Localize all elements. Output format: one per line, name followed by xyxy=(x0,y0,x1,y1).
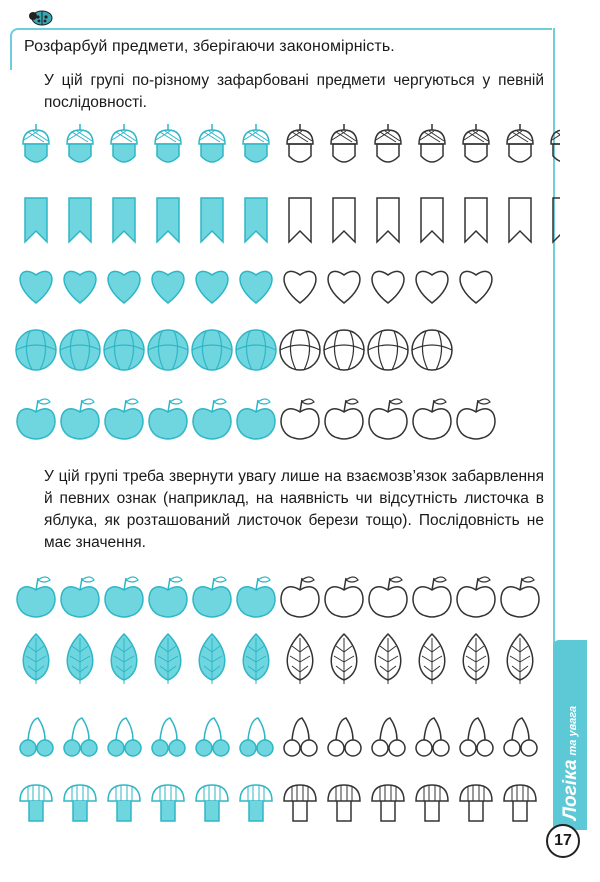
apple-icon[interactable] xyxy=(501,577,539,617)
mushroom-icon[interactable] xyxy=(460,785,492,821)
acorn-icon xyxy=(155,124,181,162)
ball-icon xyxy=(60,330,100,370)
heart-icon[interactable] xyxy=(416,271,448,303)
heart-icon xyxy=(108,271,140,303)
cherry-icon[interactable] xyxy=(328,718,361,756)
flag-icon[interactable] xyxy=(333,198,355,242)
heart-row xyxy=(20,271,492,303)
cherry-icon[interactable] xyxy=(504,718,537,756)
ball-icon xyxy=(16,330,56,370)
apple-row-1 xyxy=(17,399,495,439)
apple-icon xyxy=(17,399,55,439)
cherry-icon xyxy=(20,718,53,756)
leaf-icon xyxy=(111,634,137,684)
ball-icon xyxy=(236,330,276,370)
cherry-icon xyxy=(108,718,141,756)
heart-icon[interactable] xyxy=(460,271,492,303)
ball-icon xyxy=(192,330,232,370)
mushroom-icon[interactable] xyxy=(416,785,448,821)
flag-icon[interactable] xyxy=(377,198,399,242)
ball-icon[interactable] xyxy=(324,330,364,370)
mushroom-icon xyxy=(108,785,140,821)
acorn-icon[interactable] xyxy=(375,124,401,162)
leaf-icon xyxy=(23,634,49,684)
flag-icon[interactable] xyxy=(465,198,487,242)
flag-row xyxy=(25,198,560,242)
leaf-icon xyxy=(243,634,269,684)
leaf-icon xyxy=(199,634,225,684)
heart-icon xyxy=(152,271,184,303)
cherry-icon xyxy=(196,718,229,756)
mushroom-icon xyxy=(64,785,96,821)
cherry-icon[interactable] xyxy=(284,718,317,756)
group2-description: У цій групі треба звернути увагу лише на взаємозв’язок забарвлення й певних ознак (наприклад, на наявність чи відсутність листочка в яблука, як розташований листочок берези тощо). Послідовність не має значення. xyxy=(44,468,544,551)
apple-icon[interactable] xyxy=(369,577,407,617)
acorn-icon[interactable] xyxy=(287,124,313,162)
acorn-icon[interactable] xyxy=(463,124,489,162)
apple-icon xyxy=(61,399,99,439)
cherry-icon[interactable] xyxy=(372,718,405,756)
cherry-icon[interactable] xyxy=(460,718,493,756)
flag-icon xyxy=(113,198,135,242)
cherry-icon xyxy=(240,718,273,756)
mushroom-icon[interactable] xyxy=(372,785,404,821)
apple-icon[interactable] xyxy=(457,577,495,617)
ball-icon[interactable] xyxy=(280,330,320,370)
apple-icon[interactable] xyxy=(281,577,319,617)
flag-icon[interactable] xyxy=(289,198,311,242)
apple-icon[interactable] xyxy=(413,577,451,617)
acorn-icon[interactable] xyxy=(331,124,357,162)
leaf-icon[interactable] xyxy=(463,634,489,684)
apple-icon[interactable] xyxy=(281,399,319,439)
apple-icon xyxy=(237,399,275,439)
apple-icon xyxy=(61,577,99,617)
ball-icon xyxy=(104,330,144,370)
acorn-icon xyxy=(23,124,49,162)
mushroom-icon[interactable] xyxy=(504,785,536,821)
mushroom-icon[interactable] xyxy=(284,785,316,821)
flag-icon[interactable] xyxy=(509,198,531,242)
acorn-icon[interactable] xyxy=(419,124,445,162)
apple-icon xyxy=(149,399,187,439)
apple-icon xyxy=(149,577,187,617)
acorn-icon xyxy=(199,124,225,162)
heart-icon xyxy=(196,271,228,303)
acorn-icon xyxy=(243,124,269,162)
acorn-icon xyxy=(67,124,93,162)
flag-icon[interactable] xyxy=(421,198,443,242)
cherry-icon xyxy=(64,718,97,756)
apple-icon xyxy=(105,399,143,439)
apple-icon xyxy=(105,577,143,617)
ball-icon[interactable] xyxy=(368,330,408,370)
flag-icon xyxy=(25,198,47,242)
apple-icon[interactable] xyxy=(325,399,363,439)
heart-icon[interactable] xyxy=(284,271,316,303)
leaf-icon[interactable] xyxy=(331,634,357,684)
heart-icon[interactable] xyxy=(328,271,360,303)
mushroom-row xyxy=(20,785,536,821)
acorn-row xyxy=(23,124,560,162)
page-number: 17 xyxy=(546,824,580,858)
acorn-icon[interactable] xyxy=(507,124,533,162)
ball-icon[interactable] xyxy=(412,330,452,370)
apple-row-2 xyxy=(17,577,539,617)
cherry-icon xyxy=(152,718,185,756)
instruction-heading: Розфарбуй предмети, зберігаючи закономірність. xyxy=(24,38,395,55)
apple-icon xyxy=(237,577,275,617)
mushroom-icon xyxy=(196,785,228,821)
apple-icon[interactable] xyxy=(325,577,363,617)
heart-icon xyxy=(240,271,272,303)
flag-icon xyxy=(157,198,179,242)
apple-icon[interactable] xyxy=(457,399,495,439)
section-title xyxy=(560,706,582,820)
leaf-icon[interactable] xyxy=(375,634,401,684)
flag-icon xyxy=(69,198,91,242)
leaf-icon[interactable] xyxy=(419,634,445,684)
cherry-icon[interactable] xyxy=(416,718,449,756)
heart-icon xyxy=(64,271,96,303)
leaf-icon xyxy=(155,634,181,684)
cherry-row xyxy=(20,718,537,756)
leaf-icon[interactable] xyxy=(507,634,533,684)
heart-icon[interactable] xyxy=(372,271,404,303)
mushroom-icon xyxy=(240,785,272,821)
acorn-icon xyxy=(111,124,137,162)
apple-icon xyxy=(193,399,231,439)
ball-icon xyxy=(148,330,188,370)
mushroom-icon xyxy=(152,785,184,821)
apple-icon[interactable] xyxy=(369,399,407,439)
flag-icon xyxy=(245,198,267,242)
ball-row xyxy=(16,330,452,370)
apple-icon xyxy=(193,577,231,617)
acorn-icon[interactable] xyxy=(551,124,560,162)
flag-icon xyxy=(201,198,223,242)
apple-icon[interactable] xyxy=(413,399,451,439)
mushroom-icon[interactable] xyxy=(328,785,360,821)
section-title-sub: та увага xyxy=(567,705,579,756)
leaf-icon[interactable] xyxy=(287,634,313,684)
group1-description: У цій групі по-різному зафарбовані предмети чергуються у певній послідовності. xyxy=(44,72,544,111)
section-title-main: Логіка xyxy=(560,759,581,820)
leaf-row xyxy=(23,634,533,684)
heart-icon xyxy=(20,271,52,303)
mushroom-icon xyxy=(20,785,52,821)
apple-icon xyxy=(17,577,55,617)
flag-icon[interactable] xyxy=(553,198,560,242)
leaf-icon xyxy=(67,634,93,684)
